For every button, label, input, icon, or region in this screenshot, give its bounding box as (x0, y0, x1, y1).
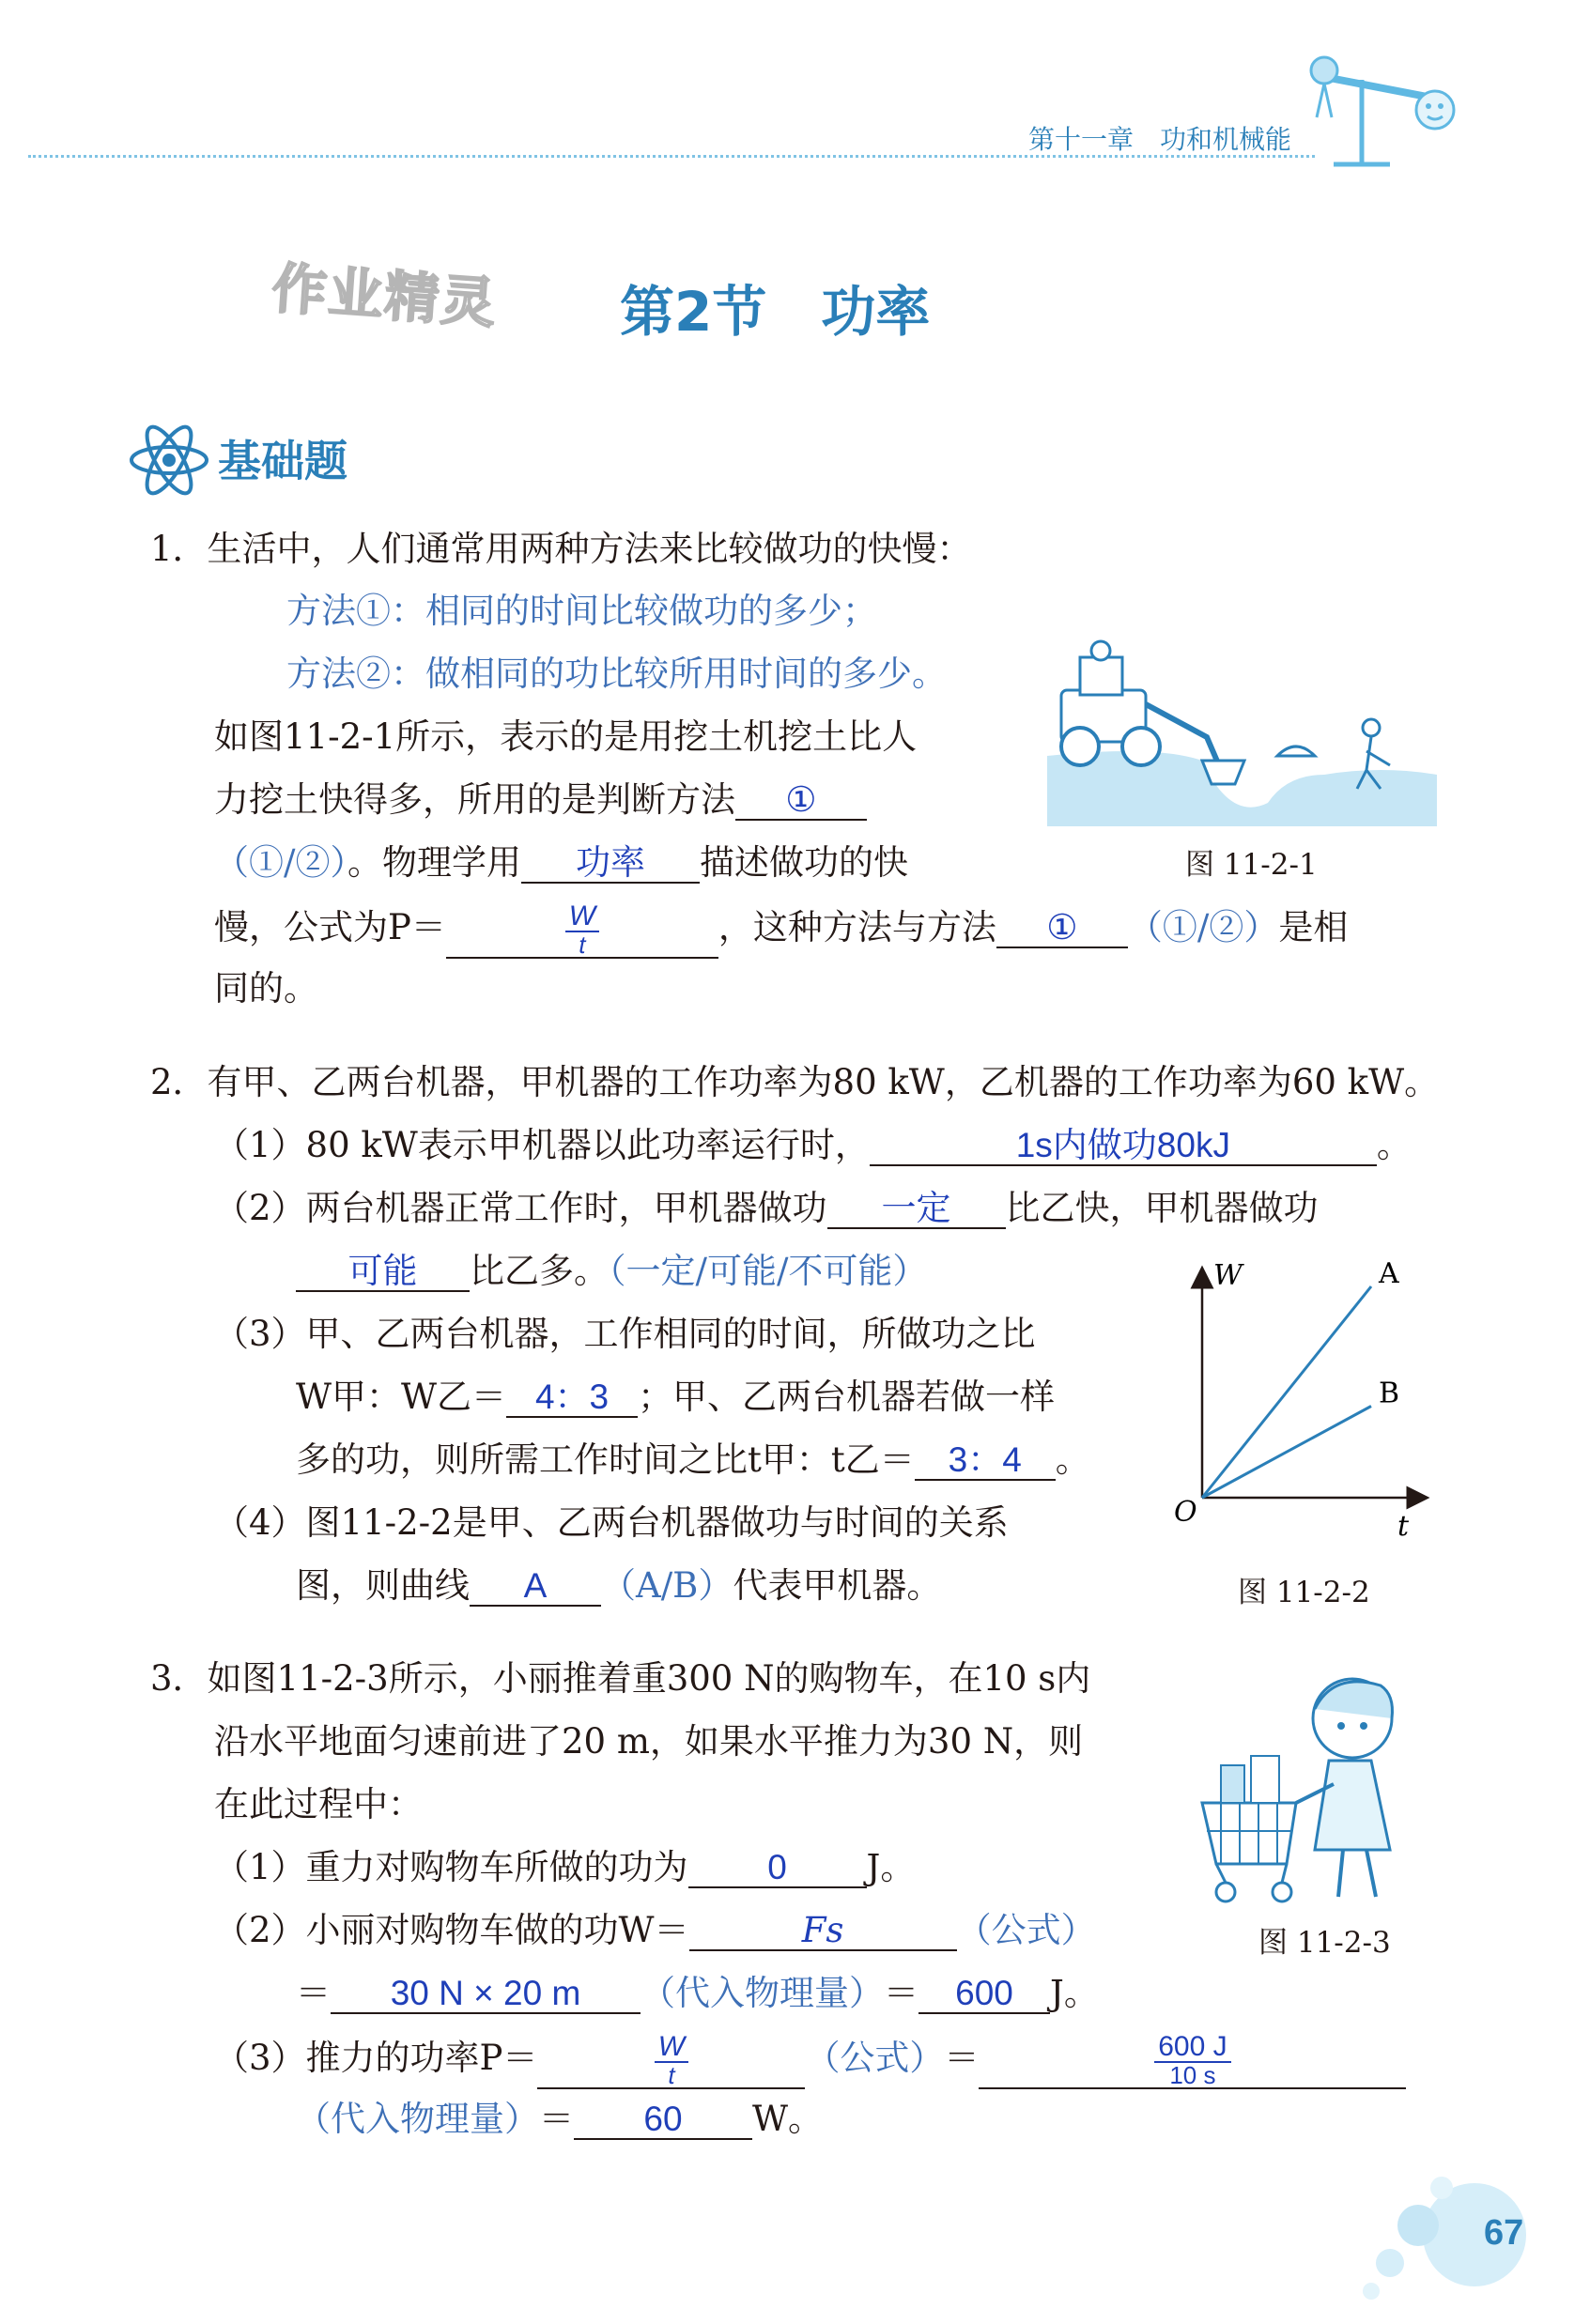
q2-part2-line2 (296, 1248, 927, 1295)
q1-line5-mid: ，这种方法与方法 (718, 906, 996, 947)
q1-line5-text: 慢，公式为P＝ (214, 906, 446, 947)
q1-line4 (214, 839, 908, 886)
shopping-cart-girl-illustration (1193, 1662, 1432, 1911)
q3-part3-sub-tag: （代入物理量） (296, 2099, 539, 2139)
q3-part1-text: （1）重力对购物车所做的功为 (214, 1847, 688, 1887)
q1-answer3-denominator: t (579, 931, 586, 959)
q3-answer6-numerator: 600 J (1154, 2033, 1230, 2063)
page-title: 第2节 功率 (620, 280, 931, 344)
fig-11-2-2-caption: 图 11-2-2 (1238, 1576, 1370, 1609)
q2-part4: （4）图11-2-2是甲、乙两台机器做功与时间的关系 (214, 1502, 1009, 1543)
q3-answer3: 30 N × 20 m (331, 1975, 641, 2014)
q3-answer4: 600 (918, 1975, 1050, 2014)
q2-answer6: A (470, 1567, 601, 1607)
q1-answer3 (446, 902, 718, 959)
q3-answer5 (537, 2033, 805, 2089)
q3-line2: 沿水平地面匀速前进了20 m，如果水平推力为30 N，则 (214, 1721, 1084, 1762)
q2-part4-line2 (296, 1562, 941, 1609)
q2-part1-end: 。 (1376, 1125, 1412, 1165)
q2-answer4: 4：3 (506, 1378, 638, 1418)
q3-part3-text: （3）推力的功率P＝ (214, 2037, 538, 2078)
q2-answer2: 一定 (827, 1190, 1006, 1229)
q3-answer2: Fs (689, 1912, 957, 1951)
q1-line3-text: 力挖土快得多，所用的是判断方法 (214, 779, 735, 820)
q2-options: （一定/可能/不可能） (609, 1251, 928, 1291)
q3-answer6 (979, 2033, 1406, 2089)
q1-line5 (214, 902, 1348, 959)
q2-part3-ratio-label: W甲：W乙＝ (296, 1377, 507, 1417)
q2-part4-end: 代表甲机器。 (733, 1565, 942, 1606)
q2-part3: （3）甲、乙两台机器，工作相同的时间，所做功之比 (214, 1314, 1036, 1354)
q2-part4-text: 图，则曲线 (296, 1565, 470, 1606)
q2-answer3: 可能 (296, 1253, 470, 1292)
q2-answer5: 3：4 (915, 1441, 1056, 1481)
q1-option1: （①/②） (214, 842, 347, 883)
q2-part3-cont: ；甲、乙两台机器若做一样 (638, 1377, 1056, 1417)
q2-part4-options: （A/B） (601, 1565, 733, 1606)
q3-part2-text: （2）小丽对购物车做的功W＝ (214, 1910, 689, 1950)
q3-part2-line2 (296, 1970, 1099, 2017)
y-axis-label: W (1213, 1259, 1243, 1292)
q1-method1: 方法①：相同的时间比较做功的多少； (286, 591, 877, 631)
fig-11-2-1-caption: 图 11-2-1 (1185, 848, 1318, 882)
series-label-B: B (1379, 1377, 1400, 1410)
q3-part2-unit: J。 (1050, 1973, 1099, 2013)
section-heading: 基础题 (218, 436, 347, 486)
q1-answer2: 功率 (521, 844, 700, 884)
q2-part1-text: （1）80 kW表示甲机器以此功率运行时， (214, 1125, 870, 1165)
q2-part2-mid: 比乙快，甲机器做功 (1005, 1188, 1319, 1228)
chapter-header: 第十一章 功和机械能 (1028, 124, 1292, 155)
q1-line5-end: 是相 (1278, 906, 1349, 947)
q3-part1 (214, 1844, 915, 1891)
page-number-bubbles (1352, 2160, 1559, 2310)
q2-part3-line3 (296, 1437, 1090, 1484)
q3-part2 (214, 1907, 1096, 1954)
series-line-B (1202, 1407, 1371, 1499)
origin-label: O (1174, 1496, 1197, 1529)
q2-part1 (214, 1122, 1412, 1169)
q1-line6: 同的。 (214, 968, 318, 1008)
q3-answer5-denominator: t (668, 2061, 675, 2089)
q2-part3-line2 (296, 1374, 1055, 1421)
atom-icon (127, 423, 211, 498)
q1-line2: 如图11-2-1所示，表示的是用挖土机挖土比人 (214, 716, 918, 757)
q3-answer6-denominator: 10 s (1169, 2061, 1216, 2089)
page-number: 67 (1484, 2213, 1524, 2253)
fig-11-2-3-caption: 图 11-2-3 (1258, 1926, 1391, 1960)
q2-part2-text: （2）两台机器正常工作时，甲机器做功 (214, 1188, 827, 1228)
q3-line1: 3．如图11-2-3所示，小丽推着重300 N的购物车，在10 s内 (150, 1658, 1091, 1699)
q3-part2-eq2: ＝ (884, 1973, 918, 2013)
q3-part3-line2 (296, 2096, 823, 2143)
q2-answer1: 1s内做功80kJ (870, 1127, 1377, 1166)
q3-line3: 在此过程中： (214, 1784, 423, 1824)
q3-part2-formula-tag: （公式） (956, 1910, 1096, 1950)
q1-line4-text: 。物理学用 (347, 842, 521, 883)
work-time-chart (1155, 1258, 1437, 1540)
balance-scale-illustration (1296, 23, 1465, 174)
q1-answer3-numerator: W (565, 902, 599, 932)
q1-line3 (214, 777, 867, 823)
q3-answer7: 60 (574, 2101, 752, 2140)
q3-part1-unit: J。 (866, 1847, 916, 1887)
q3-part3-eq: ＝ (944, 2037, 980, 2078)
q3-answer1: 0 (688, 1849, 867, 1888)
q2-part3-end: 。 (1055, 1439, 1090, 1480)
q3-part2-sub-tag: （代入物理量） (641, 1973, 884, 2013)
q3-part3 (214, 2033, 1406, 2089)
x-axis-label: t (1397, 1510, 1410, 1540)
q2-part3-time-label: 多的功，则所需工作时间之比t甲：t乙＝ (296, 1439, 915, 1480)
q3-part2-eq1: ＝ (296, 1973, 331, 2013)
series-label-A: A (1379, 1258, 1399, 1290)
q3-part3-unit: W。 (752, 2099, 824, 2139)
q2-part2-cont: 比乙多。 (470, 1251, 609, 1291)
q2-part2 (214, 1185, 1319, 1232)
q3-part3-eq2: ＝ (539, 2099, 574, 2139)
series-line-A (1202, 1286, 1371, 1498)
q1-answer4: ① (996, 909, 1128, 948)
q1-line4-end: 描述做功的快 (699, 842, 908, 883)
q1-line1: 1．生活中，人们通常用两种方法来比较做功的快慢： (150, 529, 972, 569)
watermark: 作业精灵 (270, 255, 500, 336)
q2-line1: 2．有甲、乙两台机器，甲机器的工作功率为80 kW，乙机器的工作功率为60 kW。 (150, 1062, 1440, 1102)
q1-option2: （①/②） (1127, 906, 1279, 947)
excavator-illustration (1042, 634, 1442, 826)
q1-answer1: ① (735, 781, 867, 821)
q3-answer5-numerator: W (655, 2033, 688, 2063)
q3-part3-formula-tag: （公式） (805, 2037, 945, 2078)
q1-method2: 方法②：做相同的功比较所用时间的多少。 (286, 654, 947, 694)
